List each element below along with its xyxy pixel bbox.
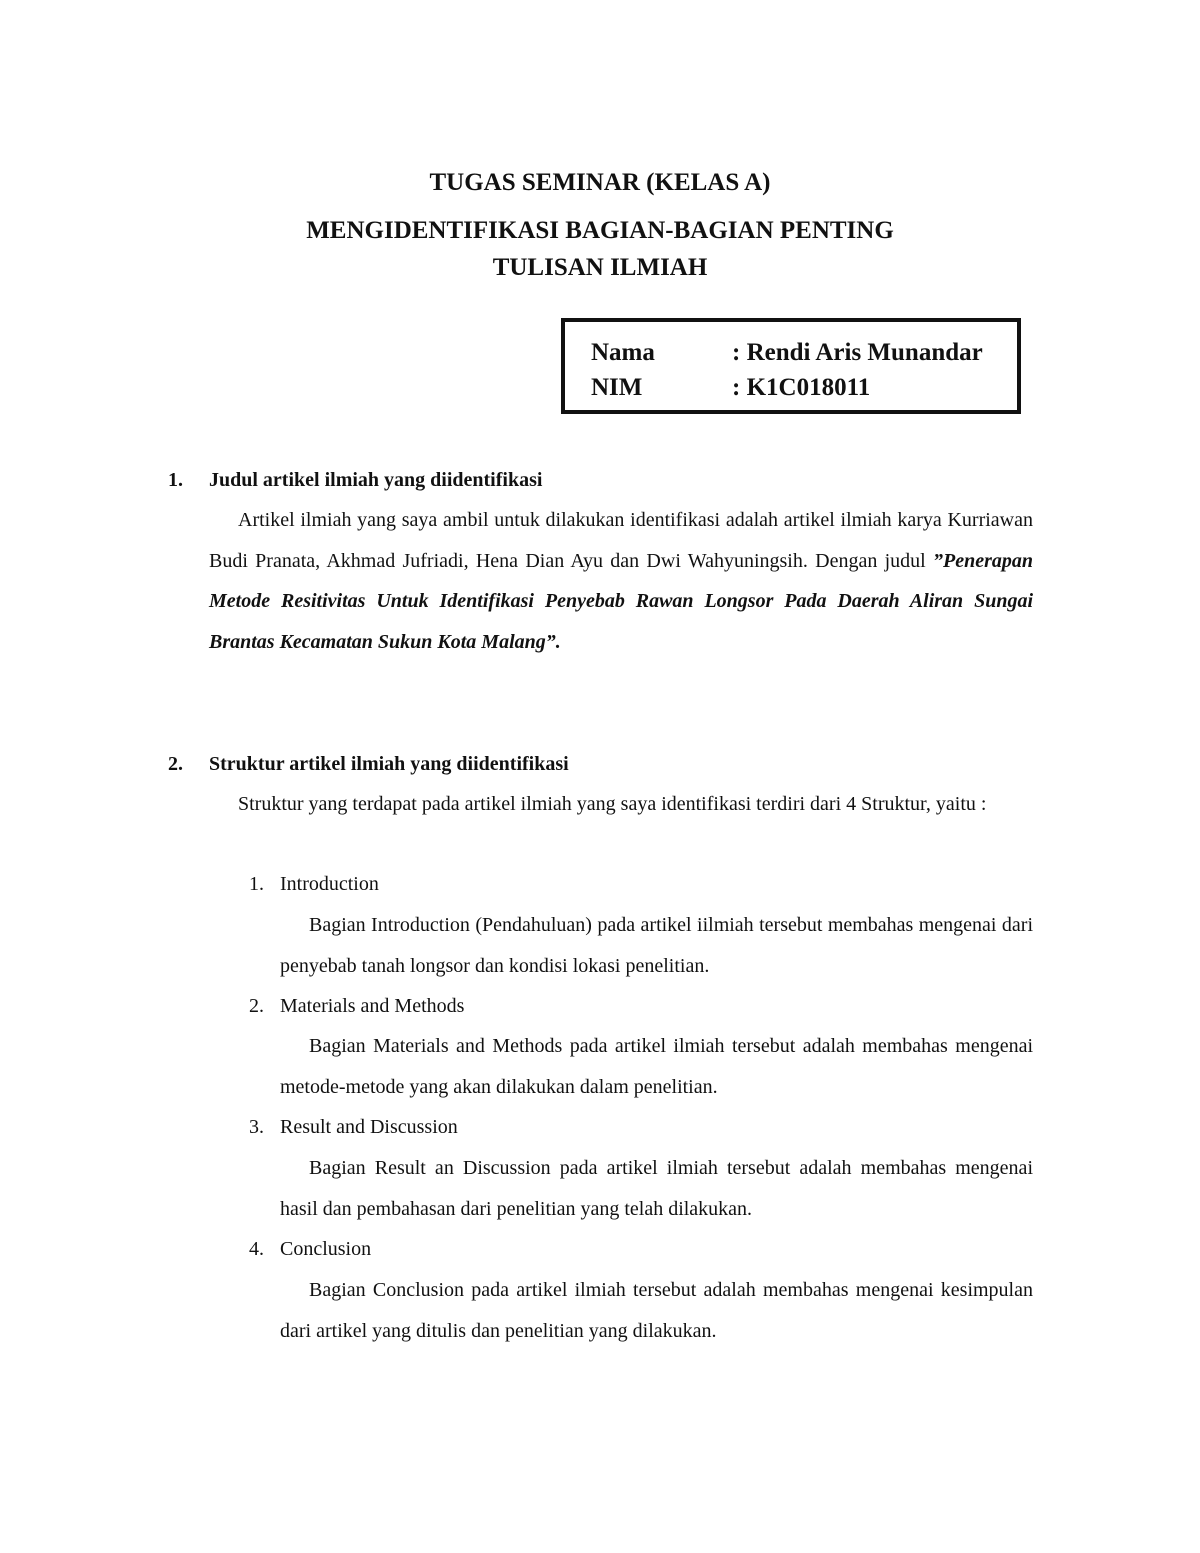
nim-value: : K1C018011 — [732, 374, 871, 401]
document-subtitle-line2: TULISAN ILMIAH — [492, 254, 708, 281]
structure-item-1-heading: Introduction — [280, 873, 379, 895]
structure-item-2-heading: Materials and Methods — [280, 995, 465, 1017]
structure-item-4-heading: Conclusion — [280, 1238, 372, 1260]
structure-item-3-text: Bagian Result an Discussion pada artikel ilmiah tersebut adalah membahas mengenai hasil dan pembahasan dari penelitian yang telah dilakukan. — [280, 1157, 1033, 1220]
nim-label: NIM — [591, 374, 643, 401]
structure-item-2-text: Bagian Materials and Methods pada artikel ilmiah tersebut adalah membahas mengenai metode-metode yang akan dilakukan dalam penelitian. — [280, 1035, 1033, 1098]
name-label: Nama — [591, 339, 655, 366]
section-1-number: 1. — [168, 469, 183, 491]
structure-item-3-number: 3. — [249, 1116, 264, 1138]
name-value: : Rendi Aris Munandar — [732, 339, 983, 366]
structure-item-4-text: Bagian Conclusion pada artikel ilmiah tersebut adalah membahas mengenai kesimpulan dari artikel yang ditulis dan penelitian yang dilakukan. — [280, 1279, 1033, 1342]
structure-item-4-number: 4. — [249, 1238, 264, 1260]
document-subtitle-line1: MENGIDENTIFIKASI BAGIAN-BAGIAN PENTING — [306, 217, 894, 244]
section-2-intro: Struktur yang terdapat pada artikel ilmiah yang saya identifikasi terdiri dari 4 Struktur, yaitu : — [238, 793, 987, 815]
structure-item-2-number: 2. — [249, 995, 264, 1017]
section-1-text: Artikel ilmiah yang saya ambil untuk dilakukan identifikasi adalah artikel ilmiah karya Kurriawan Budi Pranata, Akhmad Jufriadi, Hena Dian Ayu dan Dwi Wahyuningsih. Dengan judul — [209, 509, 1033, 572]
structure-item-1-number: 1. — [249, 873, 264, 895]
document-title: TUGAS SEMINAR (KELAS A) — [429, 169, 771, 196]
section-2-heading: Struktur artikel ilmiah yang diidentifikasi — [209, 753, 569, 775]
structure-item-1-text: Bagian Introduction (Pendahuluan) pada artikel iilmiah tersebut membahas mengenai dari penyebab tanah longsor dan kondisi lokasi penelitian. — [280, 914, 1033, 977]
identity-box — [561, 318, 1021, 414]
section-1-paragraph — [209, 500, 1033, 662]
article-title: ”Penerapan Metode Resitivitas Untuk Identifikasi Penyebab Rawan Longsor Pada Daerah Aliran Sungai Brantas Kecamatan Sukun Kota Malang”. — [209, 549, 1033, 653]
section-1-heading: Judul artikel ilmiah yang diidentifikasi — [209, 469, 543, 491]
structure-item-3-heading: Result and Discussion — [280, 1116, 458, 1138]
section-2-number: 2. — [168, 753, 183, 775]
